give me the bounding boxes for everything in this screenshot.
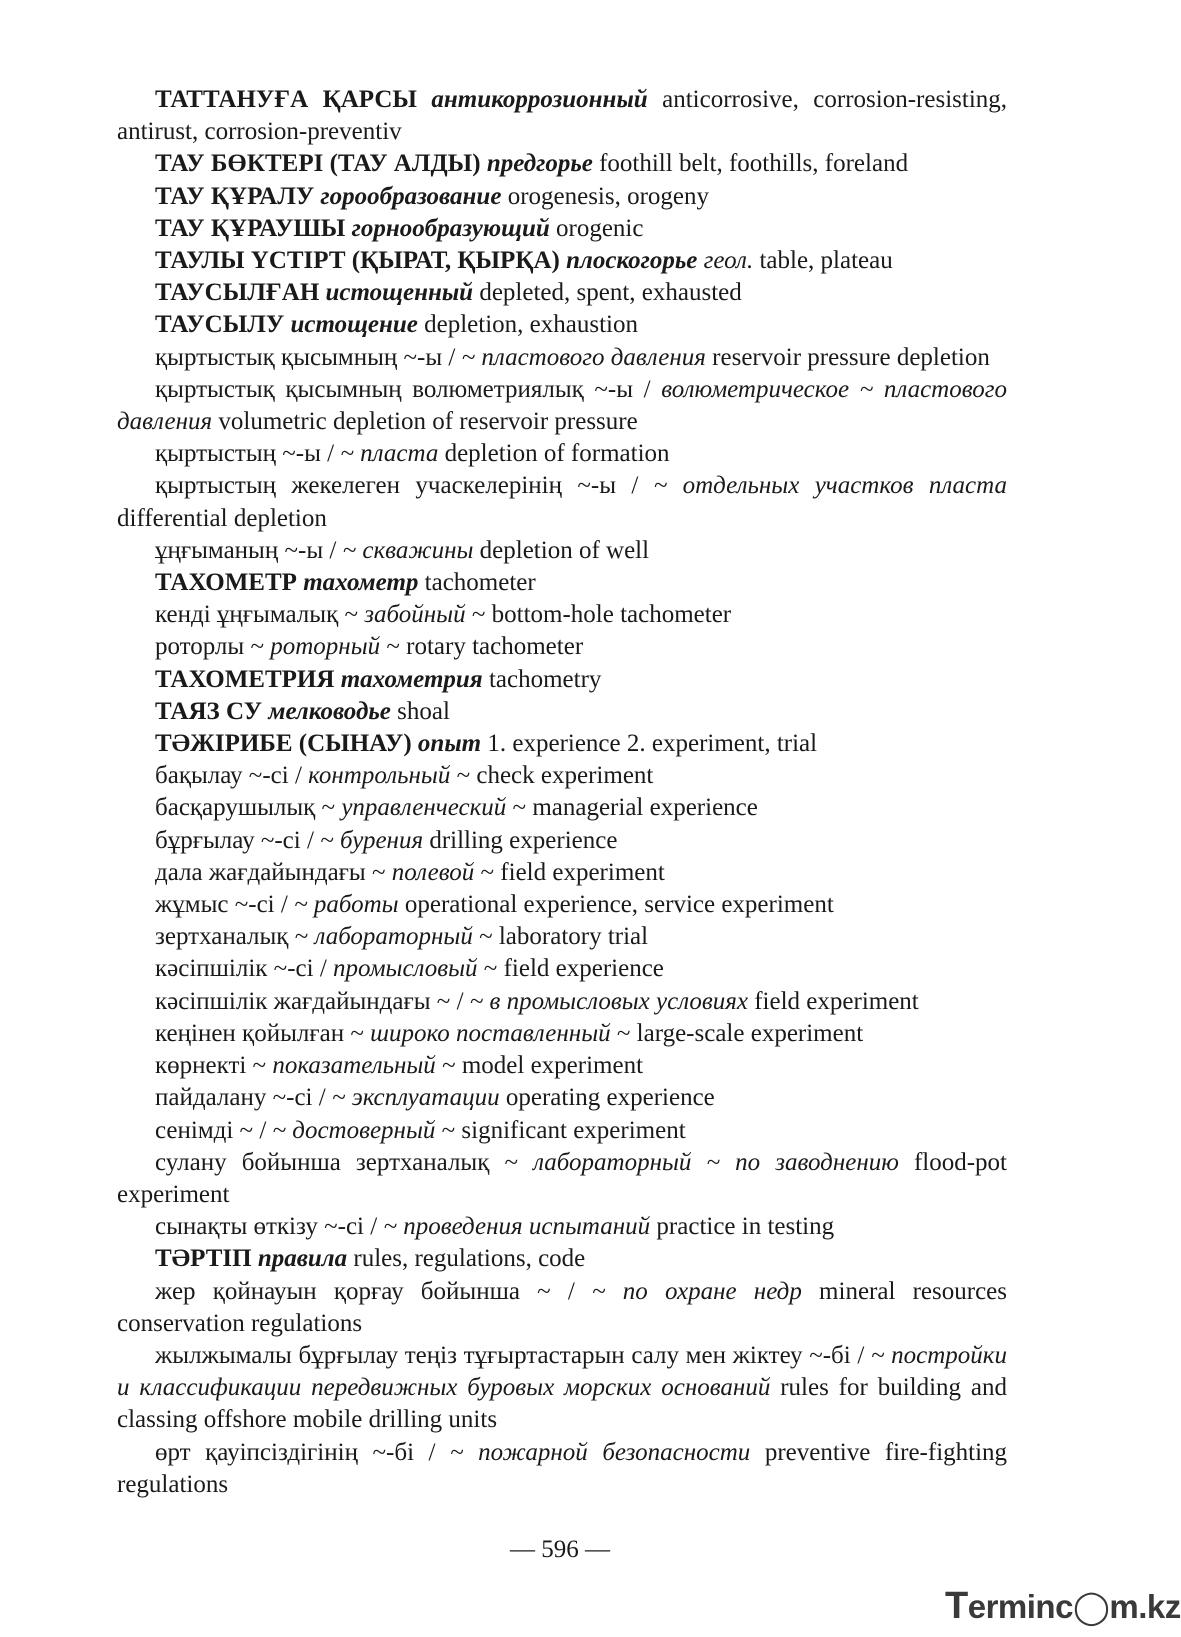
subentry	[117, 1437, 1007, 1501]
subentry	[117, 1115, 1007, 1147]
english-translation: anticorrosive, corrosion-resisting, antirust, corrosion-preventiv	[117, 86, 1008, 146]
russian-phrase: ~ бурения	[320, 826, 424, 854]
headword-entry	[117, 181, 1007, 213]
english-translation: depletion, exhaustion	[424, 311, 638, 339]
kazakh-phrase: көрнекті ~	[155, 1052, 267, 1080]
russian-phrase: ~ по охране недр	[592, 1277, 802, 1305]
russian-phrase: лабораторный ~ по заводнению	[533, 1148, 899, 1176]
russian-headword: антикоррозионный	[431, 86, 648, 113]
english-translation: ~ large-scale experiment	[616, 1019, 864, 1047]
english-translation: depletion of well	[479, 536, 650, 564]
kazakh-headword: ТАУ БӨКТЕРІ (ТАУ АЛДЫ)	[155, 150, 481, 178]
headword-entry	[117, 148, 1007, 180]
english-translation: ~ significant experiment	[441, 1116, 686, 1144]
kazakh-phrase: кәсіпшілік жағдайындағы ~ /	[155, 987, 464, 1015]
english-translation: mineral resources conservation regulations	[117, 1277, 1008, 1337]
russian-headword: истощенный	[325, 279, 474, 307]
headword-entry	[117, 213, 1007, 245]
subentry	[117, 857, 1007, 889]
subentry	[117, 1050, 1007, 1082]
kazakh-headword: ТАУСЫЛУ	[155, 311, 285, 339]
kazakh-headword: ТАТТАНУҒА ҚАРСЫ	[155, 86, 417, 113]
english-translation: shoal	[397, 697, 450, 725]
kazakh-headword: ТАЯЗ СУ	[155, 697, 263, 725]
subentry	[117, 953, 1007, 985]
russian-headword: горнообразующий	[351, 214, 550, 242]
kazakh-phrase: бұрғылау ~-сі /	[155, 826, 314, 854]
russian-headword: мелководье	[268, 697, 391, 725]
english-translation: field experiment	[754, 987, 919, 1015]
subentry	[117, 1276, 1007, 1340]
russian-phrase: контрольный	[308, 762, 451, 790]
subentry	[117, 889, 1007, 921]
english-translation: depleted, spent, exhausted	[479, 279, 742, 307]
russian-phrase: управленческий	[341, 794, 507, 822]
kazakh-headword: ТАУСЫЛҒАН	[155, 279, 320, 307]
kazakh-phrase: қыртыстың ~-ы /	[155, 440, 335, 468]
english-translation: 1. experience 2. experiment, trial	[487, 730, 818, 758]
english-translation: ~ field experiment	[480, 858, 665, 886]
english-translation: ~ rotary tachometer	[386, 633, 584, 661]
kazakh-phrase: ұңғыманың ~-ы /	[155, 536, 337, 564]
kazakh-phrase: кәсіпшілік ~-сі /	[155, 955, 327, 983]
subentry	[117, 599, 1007, 631]
subentry	[117, 986, 1007, 1018]
russian-phrase: лабораторный	[314, 923, 473, 951]
kazakh-phrase: басқарушылық ~	[155, 794, 336, 822]
english-translation: depletion of formation	[444, 440, 670, 468]
headword-entry	[117, 1243, 1007, 1275]
headword-entry	[117, 245, 1007, 277]
kazakh-phrase: жер қойнауын қорғау бойынша ~ /	[155, 1277, 575, 1305]
english-translation: ~ field experience	[483, 955, 664, 983]
russian-phrase: ~ работы	[294, 891, 399, 919]
kazakh-phrase: сулану бойынша зертханалық ~	[155, 1148, 518, 1176]
english-translation: differential depletion	[117, 504, 327, 532]
russian-headword: правила	[257, 1245, 348, 1273]
headword-entry	[117, 567, 1007, 599]
subentry	[117, 1018, 1007, 1050]
kazakh-phrase: пайдалану ~-сі /	[155, 1084, 326, 1112]
subentry	[117, 792, 1007, 824]
kazakh-headword: ТӘЖІРИБЕ (СЫНАУ)	[155, 730, 412, 758]
russian-phrase: ~ скважины	[342, 536, 474, 564]
kazakh-phrase: дала жағдайындағы ~	[155, 858, 386, 886]
russian-phrase: ~ отдельных участков пласта	[653, 472, 1007, 500]
russian-phrase: ~ пласта	[340, 440, 439, 468]
russian-phrase: ~ пластового давления	[461, 343, 706, 371]
english-translation: drilling experience	[429, 826, 618, 854]
english-translation: preventive fire-fighting regulations	[117, 1438, 1008, 1498]
kazakh-phrase: сенімді ~ /	[155, 1116, 267, 1144]
kazakh-phrase: кеңінен қойылған ~	[155, 1019, 364, 1047]
russian-phrase: ~ эксплуатации	[331, 1084, 500, 1112]
subentry	[117, 760, 1007, 792]
kazakh-headword: ТАУ ҚҰРАЛУ	[155, 182, 315, 210]
russian-phrase: показательный	[272, 1052, 436, 1080]
english-translation: table, plateau	[759, 247, 893, 275]
subentry	[117, 342, 1007, 374]
russian-phrase: промысловый	[333, 955, 478, 983]
subentry	[117, 535, 1007, 567]
russian-phrase: широко поставленный	[370, 1019, 611, 1047]
headword-entry	[117, 84, 1007, 148]
english-translation: practice in testing	[656, 1213, 835, 1241]
russian-phrase: волюметрическое ~ пластового давления	[117, 375, 1007, 436]
english-translation: rules, regulations, code	[353, 1245, 586, 1273]
english-translation: ~ model experiment	[442, 1052, 644, 1080]
subentry	[117, 1211, 1007, 1243]
kazakh-phrase: қыртыстық қысымның волюметриялық ~-ы /	[155, 375, 651, 403]
english-translation: rules for building and classing offshore mobile drilling units	[117, 1374, 1008, 1434]
watermark-logo: Terminc◯m.kz	[945, 1585, 1181, 1627]
kazakh-phrase: кенді ұңғымалық ~	[155, 601, 359, 629]
kazakh-phrase: сынақты өткізу ~-сі /	[155, 1213, 378, 1241]
english-translation: ~ managerial experience	[512, 794, 758, 822]
subentry	[117, 1082, 1007, 1114]
kazakh-phrase: өрт қауіпсіздігінің ~-бі /	[155, 1438, 436, 1466]
english-translation: operating experience	[505, 1084, 715, 1112]
english-translation: orogenic	[556, 214, 644, 242]
russian-headword: опыт	[417, 730, 482, 758]
subentry	[117, 921, 1007, 953]
russian-headword: истощение	[290, 311, 418, 339]
kazakh-phrase: роторлы ~	[155, 633, 264, 661]
english-translation: orogenesis, orogeny	[507, 182, 710, 210]
russian-headword: горообразование	[320, 182, 502, 210]
subentry	[117, 825, 1007, 857]
headword-entry	[117, 728, 1007, 760]
kazakh-headword: ТАХОМЕТРИЯ	[155, 665, 335, 693]
russian-phrase: ~ достоверный	[272, 1116, 436, 1144]
english-translation: tachometry	[488, 665, 602, 693]
english-translation: ~ bottom-hole tachometer	[471, 601, 732, 629]
russian-headword: предгорье	[486, 150, 593, 178]
russian-phrase: ~ проведения испытаний	[383, 1213, 651, 1241]
headword-entry	[117, 696, 1007, 728]
subentry	[117, 374, 1007, 438]
subentry	[117, 438, 1007, 470]
headword-entry	[117, 277, 1007, 309]
english-translation: reservoir pressure depletion	[712, 343, 990, 371]
dictionary-text	[117, 84, 1007, 1501]
russian-phrase: ~ пожарной безопасности	[450, 1438, 751, 1466]
headword-entry	[117, 664, 1007, 696]
subentry	[117, 470, 1007, 534]
kazakh-phrase: қыртыстық қысымның ~-ы /	[155, 343, 456, 371]
kazakh-phrase: қыртыстың жекелеген учаскелерінің ~-ы /	[155, 472, 639, 500]
english-translation: flood-pot experiment	[117, 1148, 1007, 1208]
english-translation: volumetric depletion of reservoir pressure	[218, 408, 638, 436]
kazakh-phrase: бақылау ~-сі /	[155, 762, 302, 790]
russian-phrase: роторный	[270, 633, 381, 661]
english-translation: tachometer	[424, 569, 536, 597]
kazakh-phrase: жылжымалы бұрғылау теңіз тұғыртастарын салу мен жіктеу ~-бі /	[155, 1341, 865, 1369]
russian-phrase: забойный	[364, 601, 466, 629]
kazakh-headword: ТАУ ҚҰРАУШЫ	[155, 214, 346, 242]
russian-phrase: ~ постройки и классификации передвижных буровых морских оснований	[117, 1341, 1008, 1402]
kazakh-headword: ТАХОМЕТР	[155, 569, 297, 597]
subentry	[117, 1147, 1007, 1211]
russian-phrase: ~ в промысловых условиях	[469, 987, 748, 1015]
english-translation: ~ check experiment	[456, 762, 654, 790]
subentry	[117, 631, 1007, 663]
kazakh-phrase: жұмыс ~-сі /	[155, 891, 288, 919]
kazakh-phrase: зертханалық ~	[155, 923, 309, 951]
english-translation: foothill belt, foothills, foreland	[599, 150, 909, 178]
english-translation: ~ laboratory trial	[479, 923, 649, 951]
usage-note: геол.	[703, 247, 754, 275]
kazakh-headword: ТӘРТІП	[155, 1245, 252, 1273]
kazakh-headword: ТАУЛЫ ҮСТІРТ (ҚЫРАТ, ҚЫРҚА)	[155, 247, 560, 275]
english-translation: operational experience, service experiment	[404, 891, 834, 919]
page-number: — 596 —	[510, 1536, 610, 1563]
subentry	[117, 1340, 1007, 1437]
headword-entry	[117, 309, 1007, 341]
russian-headword: тахометр	[303, 569, 419, 597]
russian-phrase: полевой	[391, 858, 475, 886]
russian-headword: плоскогорье	[566, 247, 698, 275]
russian-headword: тахометрия	[340, 665, 483, 693]
